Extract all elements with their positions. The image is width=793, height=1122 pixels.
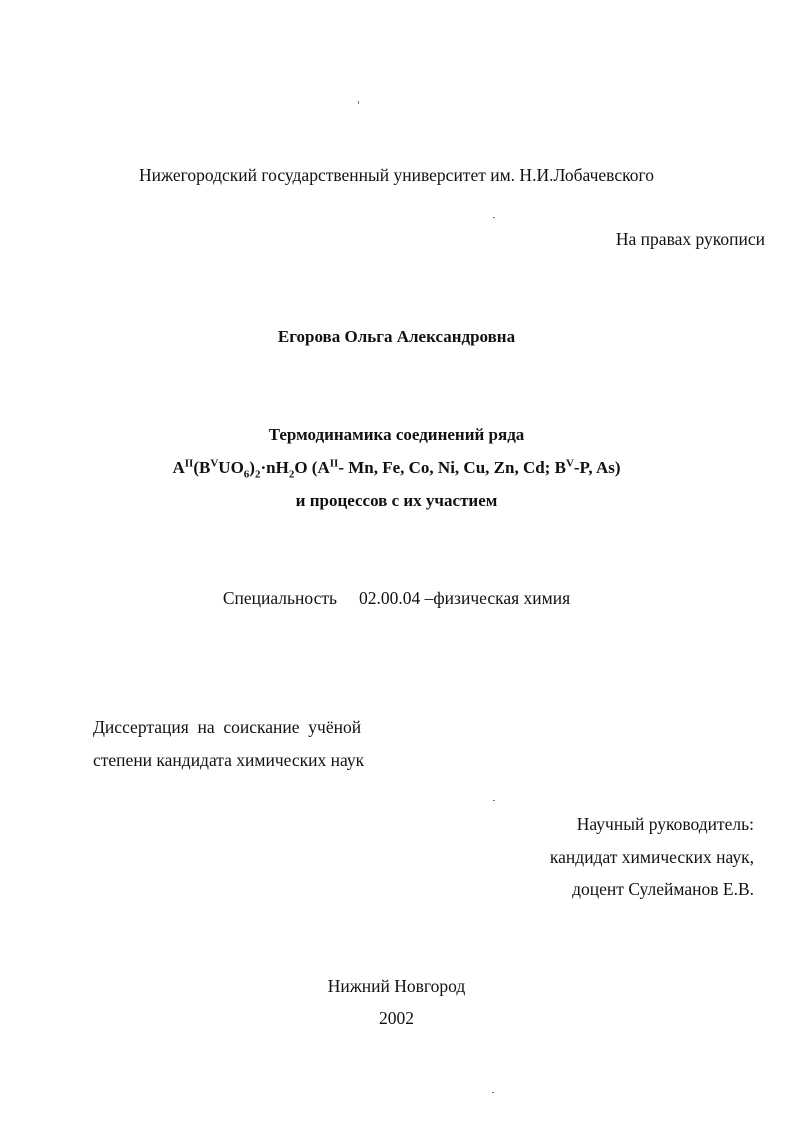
- specialty-value: 02.00.04 –физическая химия: [358, 588, 571, 608]
- author-name: Егорова Ольга Александровна: [277, 327, 516, 346]
- supervisor-line-3: доцент Сулейманов Е.В.: [572, 879, 754, 899]
- title-formula: $A^{II}(B^VUO_6)_2\cdot nH_2O$ ($A^{II}-$ Mn, Fe, Co, Ni, Cu, Zn, Cd; $B^V-P$, As): [172, 457, 621, 481]
- dissertation-line-1: Диссертация на соискание учёной: [93, 717, 362, 737]
- scan-speck: [493, 800, 495, 801]
- dissertation-line-2: степени кандидата химических наук: [93, 750, 365, 770]
- city: Нижний Новгород: [327, 976, 466, 996]
- scan-speck: [492, 1092, 494, 1093]
- year: 2002: [379, 1008, 414, 1028]
- supervisor-line-2: кандидат химических наук,: [549, 847, 754, 867]
- title-line-3: и процессов с их участием: [295, 491, 498, 510]
- specialty: [0, 590, 793, 608]
- university-name: Нижегородский государственный университет им. Н.И.Лобачевского: [139, 165, 654, 185]
- scan-speck: [493, 217, 495, 218]
- scan-speck: [358, 101, 359, 104]
- manuscript-rights-note: На правах рукописи: [615, 229, 765, 249]
- supervisor-line-1: Научный руководитель:: [576, 814, 754, 834]
- specialty-label: Специальность: [222, 588, 337, 608]
- title-line-1: Термодинамика соединений ряда: [268, 425, 525, 444]
